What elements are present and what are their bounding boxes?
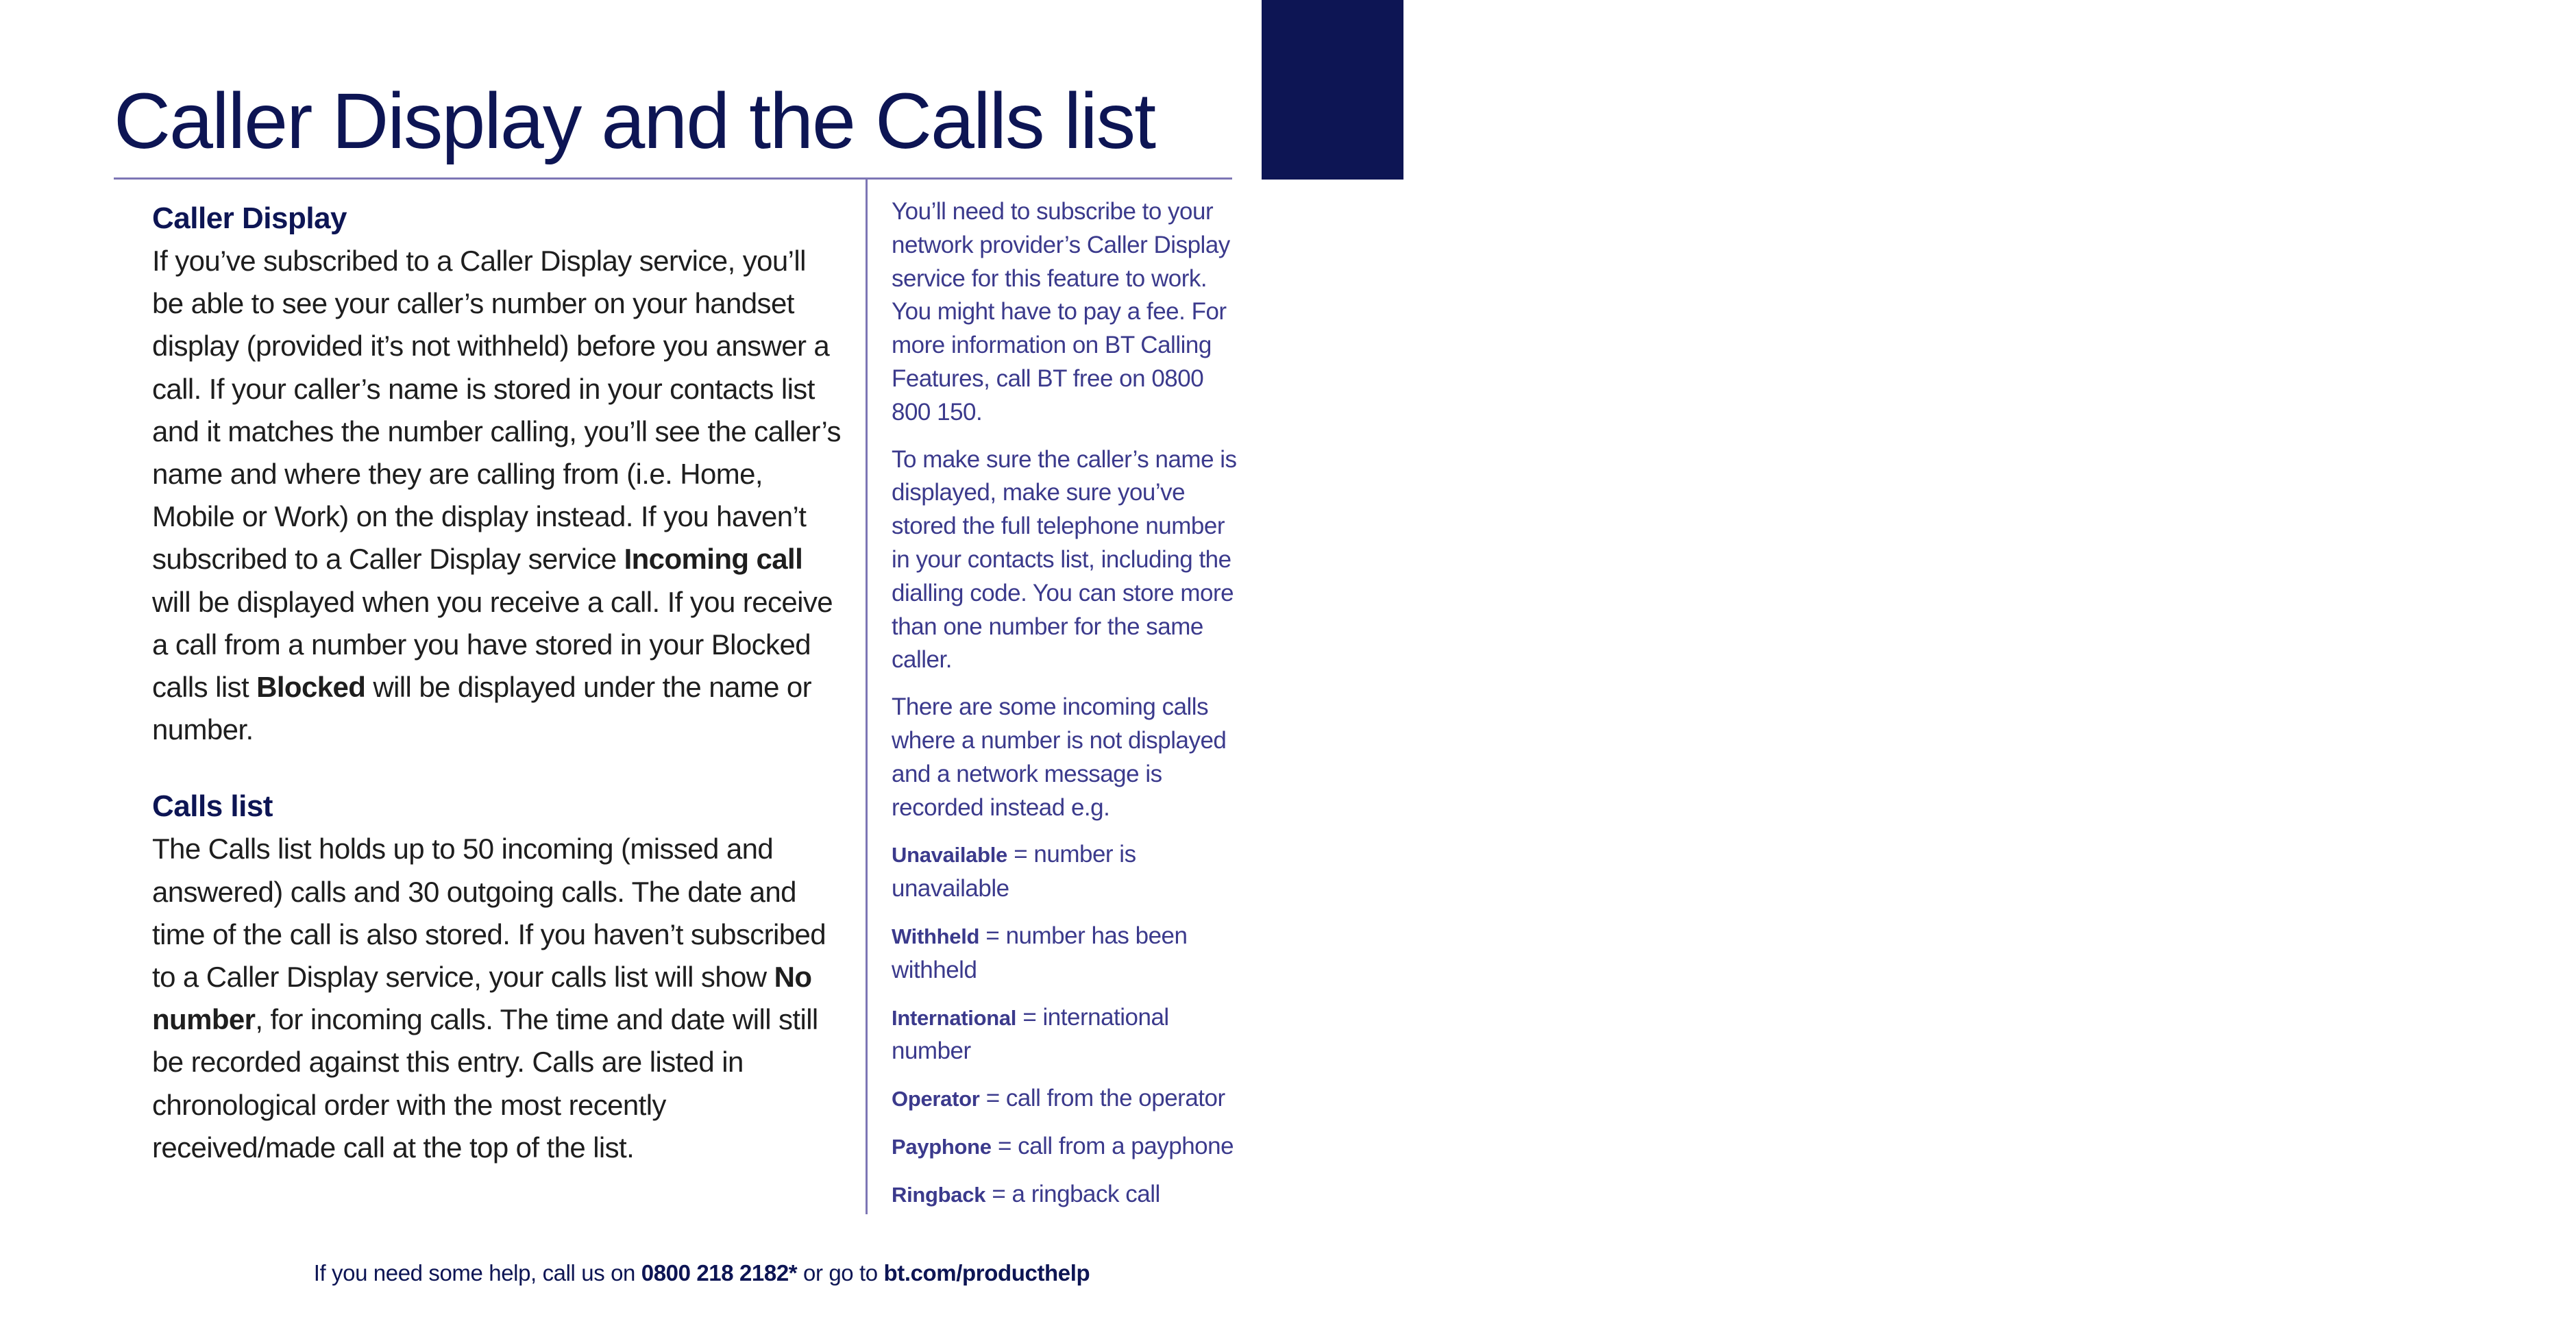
term-definition: = a ringback call	[985, 1180, 1160, 1207]
subscription-note: You’ll need to subscribe to your network provider’s Caller Display service for this feature to work. You might have to pay a fee. For more information on BT Calling Features, call BT free on 0800 800 150.	[892, 198, 1230, 426]
term-row	[892, 838, 1248, 906]
term-name: Operator	[892, 1087, 980, 1111]
footer-text-1: If you need some help, call us on	[313, 1260, 641, 1286]
caller-display-text-3: will be displayed under the name or number.	[152, 671, 812, 746]
no-number-term: No number	[152, 961, 812, 1036]
caller-display-text-2: will be displayed when you receive a call. If you receive a call from a number you have stored in your Blocked calls list	[152, 585, 833, 704]
term-name: Payphone	[892, 1134, 992, 1159]
contacts-note: To make sure the caller’s name is displayed, make sure you’ve stored the full telephone number in your contacts list, including the dialling code. You can store more than one number for the same caller.	[892, 445, 1237, 674]
help-footer	[0, 1258, 1403, 1288]
caller-display-text-1: If you’ve subscribed to a Caller Display service, you’ll be able to see your caller’s number on your handset display (provided it’s not withheld) before you answer a call. If your caller’s name is stored in your contacts list and it matches the number calling, you’ll see the caller’s name and where they are calling from (i.e. Home, Mobile or Work) on the display instead. If you haven’t subscribed to a Caller Display service	[152, 245, 841, 576]
page-title: Caller Display and the Calls list	[114, 77, 1155, 165]
term-row	[892, 920, 1248, 987]
title-divider	[114, 177, 1232, 180]
term-name: Unavailable	[892, 843, 1008, 868]
term-row	[892, 1130, 1248, 1164]
term-name: Withheld	[892, 924, 980, 948]
term-definition: = number has been withheld	[892, 922, 1188, 983]
term-definition: = call from the operator	[979, 1085, 1225, 1112]
term-row	[892, 1178, 1248, 1212]
footer-text-2: or go to	[797, 1260, 884, 1286]
help-phone-number: 0800 218 2182*	[641, 1260, 798, 1286]
term-definition: = international number	[892, 1003, 1169, 1065]
incoming-call-term: Incoming call	[624, 543, 803, 576]
caller-display-paragraph	[152, 240, 844, 751]
blocked-term: Blocked	[256, 671, 366, 704]
calls-list-text-1: The Calls list holds up to 50 incoming (missed and answered) calls and 30 outgoing calls. The date and time of the call is also stored. If you haven’t subscribed to a Caller Display service, your calls list will show	[152, 833, 826, 994]
help-url: bt.com/producthelp	[883, 1260, 1090, 1286]
main-column	[152, 199, 844, 1169]
calls-list-text-2: , for incoming calls. The time and date will still be recorded against this entry. Calls are listed in chronological order with the most recently received/made call at the top of the list.	[152, 1003, 818, 1164]
page-number: 37	[2541, 121, 2576, 157]
calls-list-heading: Calls list	[152, 789, 273, 824]
term-row	[892, 1082, 1248, 1116]
term-definition: = number is unavailable	[892, 841, 1136, 902]
caller-display-heading: Caller Display	[152, 201, 347, 235]
network-message-note: There are some incoming calls where a number is not displayed and a network message is recorded instead e.g.	[892, 693, 1227, 821]
sidebar-notes	[892, 195, 1248, 1226]
term-name: Ringback	[892, 1182, 986, 1207]
term-definition: = call from a payphone	[991, 1132, 1234, 1159]
page-number-tab	[1262, 0, 2576, 180]
calls-list-paragraph	[152, 828, 844, 1169]
term-name: International	[892, 1005, 1017, 1030]
term-row	[892, 1001, 1248, 1069]
column-divider	[866, 180, 868, 1214]
